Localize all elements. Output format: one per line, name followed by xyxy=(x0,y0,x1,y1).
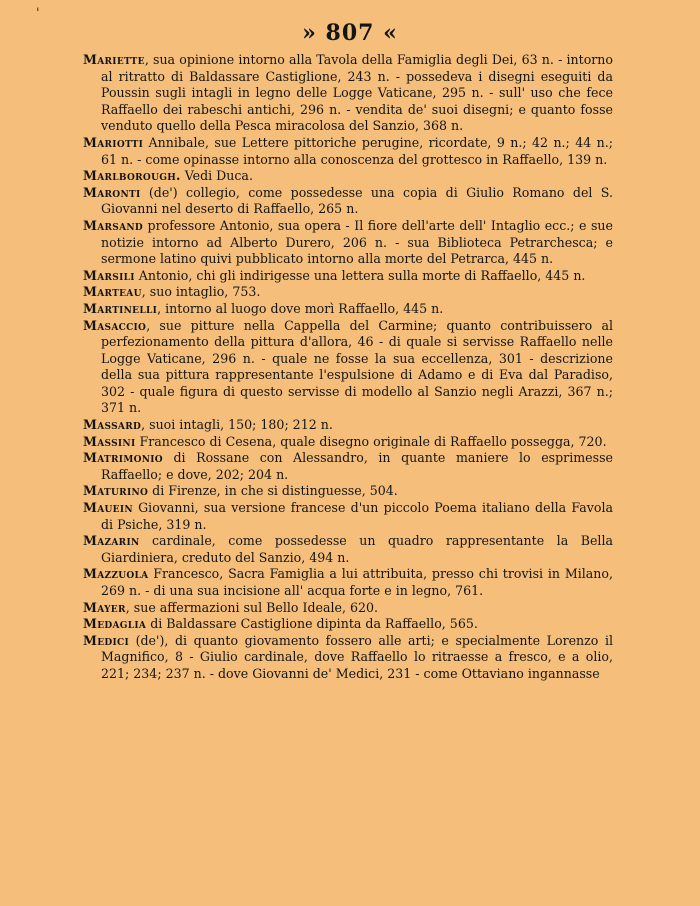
entry-term: Mariette xyxy=(83,52,145,67)
index-entry xyxy=(83,566,613,599)
index-entry xyxy=(83,185,613,218)
index-entries xyxy=(83,52,613,683)
entry-term: Maronti xyxy=(83,184,141,200)
index-entry xyxy=(83,616,613,633)
entry-text: (de'), di quanto giovamento fossero alle arti; e specialmente Lorenzo il Magnifico, 8 - Giulio cardinale, dove Raffaello lo ritraesse a fresco, e a olio, 221; 234; 237 n. - dove Giovanni de' Medici, 231 - come Ottaviano ingannasse xyxy=(101,632,613,681)
entry-term: Mauein xyxy=(83,500,133,516)
entry-term: Marsand xyxy=(83,217,144,233)
entry-text: cardinale, come possedesse un quadro rappresentante la Bella Giardiniera, creduto del Sanzio, 494 n. xyxy=(101,533,613,565)
index-entry xyxy=(83,268,613,285)
page-mark: ' xyxy=(36,6,40,21)
entry-text: , suoi intagli, 150; 180; 212 n. xyxy=(141,417,333,433)
index-entry xyxy=(83,533,613,566)
entry-text: Annibale, sue Lettere pittoriche perugine, ricordate, 9 n.; 42 n.; 44 n.; 61 n. - come opinasse intorno alla conoscenza del grottesco in Raffaello, 139 n. xyxy=(101,134,613,167)
index-entry xyxy=(83,318,613,418)
entry-term: Marsili xyxy=(83,267,135,283)
index-entry xyxy=(83,284,613,301)
entry-text: Francesco, Sacra Famiglia a lui attribuita, presso chi trovisi in Milano, 269 n. - di una sua incisione all' acqua forte e in legno, 761. xyxy=(101,566,613,598)
entry-term: Massard xyxy=(83,417,142,433)
entry-text: , intorno al luogo dove morì Raffaello, 445 n. xyxy=(157,300,444,316)
index-entry xyxy=(83,483,613,500)
entry-text: professore Antonio, sua opera - Il fiore dell'arte dell' Intaglio ecc.; e sue notizie intorno ad Alberto Durero, 206 n. - sua Biblioteca Petrarchesca; e sermone latino quivi pubblicato intorno alla morte del Petrarca, 445 n. xyxy=(101,217,613,267)
entry-term: Marlborough. xyxy=(83,168,181,184)
entry-term: Mazarin xyxy=(83,533,140,549)
entry-term: Mayer xyxy=(83,599,126,615)
index-entry xyxy=(83,633,613,683)
index-entry xyxy=(83,52,613,135)
entry-text: Francesco di Cesena, quale disegno originale di Raffaello possegga, 720. xyxy=(135,433,607,449)
entry-term: Maturino xyxy=(83,483,149,499)
entry-term: Mariotti xyxy=(83,134,144,150)
index-entry xyxy=(83,450,613,483)
index-entry xyxy=(83,600,613,617)
entry-text: di Firenze, in che si distinguesse, 504. xyxy=(148,483,398,499)
index-entry xyxy=(83,500,613,533)
entry-text: Vedi Duca. xyxy=(180,168,253,184)
entry-text: Antonio, chi gli indirigesse una lettera sulla morte di Raffaello, 445 n. xyxy=(134,267,586,283)
entry-term: Medici xyxy=(83,632,129,648)
index-entry xyxy=(83,434,613,451)
entry-text: , suo intaglio, 753. xyxy=(141,284,261,300)
entry-text: , sua opinione intorno alla Tavola della Famiglia degli Dei, 63 n. - intorno al ritratto di Baldassare Castiglione, 243 n. - possedeva i disegni eseguiti da Poussin sugli intagli in legno delle Logge Vaticane, 295 n. - sull' uso che fece Raffaello dei rabeschi antichi, 296 n. - vendita de' suoi disegni; e quanto fosse venduto quello della Pesca miracolosa del Sanzio, 368 n. xyxy=(101,52,613,134)
entry-text: di Baldassare Castiglione dipinta da Raffaello, 565. xyxy=(146,616,478,632)
entry-term: Masaccio xyxy=(83,317,147,333)
entry-text: Giovanni, sua versione francese d'un piccolo Poema italiano della Favola di Psiche, 319 n. xyxy=(101,500,613,532)
entry-term: Matrimonio xyxy=(83,450,163,466)
entry-term: Martinelli xyxy=(83,300,158,316)
entry-term: Massini xyxy=(83,433,136,449)
entry-term: Medaglia xyxy=(83,616,147,632)
entry-text: , sue affermazioni sul Bello Ideale, 620. xyxy=(125,599,379,615)
index-entry xyxy=(83,135,613,168)
entry-text: di Rossane con Alessandro, in quante maniere lo esprimesse Raffaello; e dove, 202; 204 n. xyxy=(101,450,613,482)
entry-term: Marteau xyxy=(83,284,142,300)
index-entry xyxy=(83,168,613,185)
index-entry xyxy=(83,417,613,434)
entry-term: Mazzuola xyxy=(83,566,149,582)
entry-text: , sue pitture nella Cappella del Carmine; quanto contribuissero al perfezionamento della pittura d'allora, 46 - di quale si servisse Raffaello nelle Logge Vaticane, 296 n. - quale ne fosse la sua eccellenza, 301 - descrizione della sua pittura rappresentante l'espulsione di Adamo e di Eva dal Paradiso, 302 - quale figura di questo servisse di modello al Sanzio negli Arazzi, 367 n.; 371 n. xyxy=(101,317,613,416)
entry-text: (de') collegio, come possedesse una copia di Giulio Romano del S. Giovanni nel deserto di Raffaello, 265 n. xyxy=(101,184,613,217)
index-entry xyxy=(83,218,613,268)
page-number: » 807 « xyxy=(302,20,398,46)
index-entry xyxy=(83,301,613,318)
